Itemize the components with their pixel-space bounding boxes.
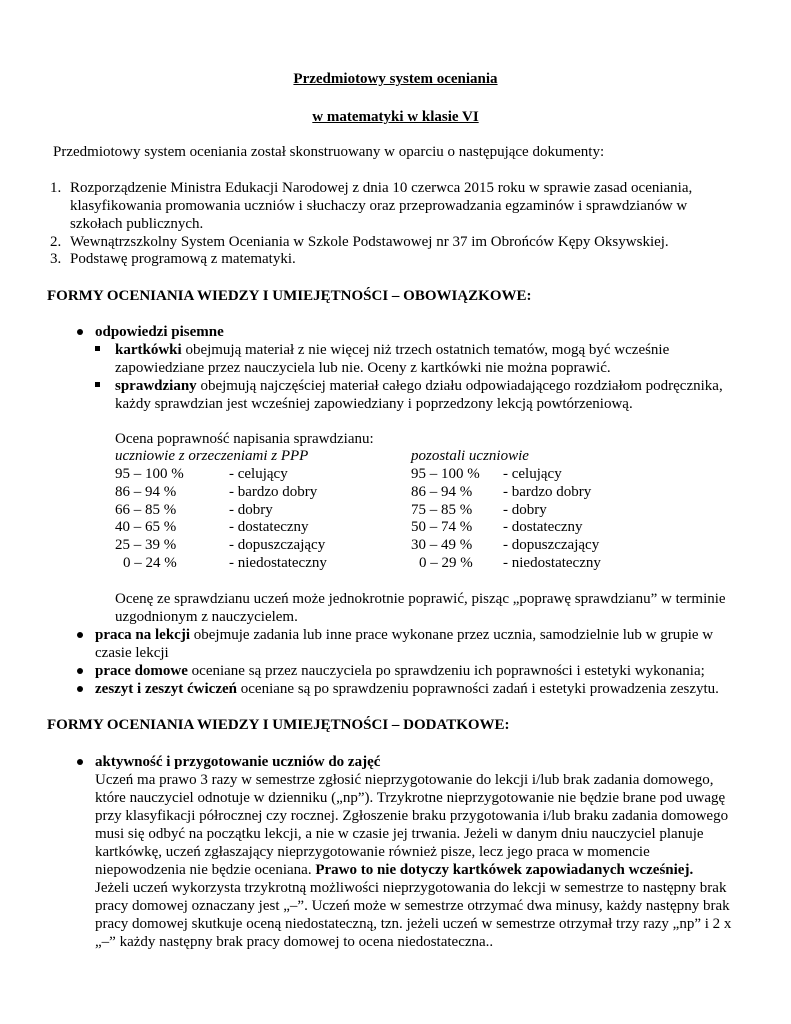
grade-name: - bardzo dobry <box>229 484 318 500</box>
notebook-line <box>95 680 719 698</box>
kartkowki-line1 <box>115 341 669 359</box>
activity-line: „–” każdy następny brak pracy domowej to ocena niedostateczna.. <box>95 934 494 950</box>
grade-range: 25 – 39 % <box>115 537 177 553</box>
grade-range: 86 – 94 % <box>115 484 177 500</box>
list-number: 2. <box>50 234 62 250</box>
grading-left-header: uczniowie z orzeczeniami z PPP <box>115 448 309 464</box>
activity-line <box>95 861 693 879</box>
sprawdziany-term: sprawdziany <box>115 378 197 394</box>
grade-name: - niedostateczny <box>229 555 327 571</box>
bullet-icon <box>77 759 83 765</box>
sprawdziany-line2: każdy sprawdzian jest wcześniej zapowiedziany i poprzedzony lekcją powtórzeniową. <box>115 396 633 412</box>
retake-line2: uzgodnionym z nauczycielem. <box>115 609 298 625</box>
grade-name: - dobry <box>229 502 273 518</box>
activity-line: przy klasyfikacji półrocznej czy rocznej. Zgłoszenie braku przygotowania i/lub braku zadania domowego <box>95 808 729 824</box>
activity-line: Jeżeli uczeń wykorzysta trzykrotną możliwości nieprzygotowania do lekcji w semestrze to następny brak <box>95 880 727 896</box>
bullet-icon <box>77 632 83 638</box>
activity-line: pracy domowej oznaczany jest „–”. Uczeń może w semestrze otrzymać dwa minusy, każdy następny brak <box>95 898 730 914</box>
kartkowki-term: kartkówki <box>115 342 182 358</box>
activity-label: aktywność i przygotowanie uczniów do zajęć <box>95 754 381 770</box>
homework-text: oceniane są przez nauczyciela po sprawdzeniu ich poprawności i estetyki wykonania; <box>187 663 705 679</box>
list-number: 3. <box>50 251 62 267</box>
grade-range: 86 – 94 % <box>411 484 473 500</box>
grade-range: 66 – 85 % <box>115 502 177 518</box>
grade-name: - dopuszczający <box>503 537 600 553</box>
document-subtitle: w matematyki w klasie VI <box>312 109 479 125</box>
grade-name: - bardzo dobry <box>503 484 592 500</box>
intro-paragraph: Przedmiotowy system oceniania został skonstruowany w oparciu o następujące dokumenty: <box>53 144 605 160</box>
square-bullet-icon <box>95 382 100 387</box>
lesson-work-term: praca na lekcji <box>95 627 190 643</box>
document-title: Przedmiotowy system oceniania <box>293 71 498 87</box>
grade-range: 75 – 85 % <box>411 502 473 518</box>
activity-line: które nauczyciel odnotuje w dzienniku („np”). Trzykrotne nieprzygotowanie nie będzie brane pod uwagę <box>95 790 726 806</box>
grade-name: - celujący <box>229 466 288 482</box>
bullet-icon <box>77 686 83 692</box>
grade-range: 95 – 100 % <box>115 466 184 482</box>
grading-right-header: pozostali uczniowie <box>411 448 529 464</box>
sprawdziany-line1 <box>115 377 723 395</box>
lesson-work-text: obejmuje zadania lub inne prace wykonane przez ucznia, samodzielnie lub w grupie w <box>190 627 714 643</box>
list-item-text: klasyfikowania promowania uczniów i słuchaczy oraz przeprowadzania egzaminów i sprawdzianów w <box>70 198 688 214</box>
activity-line-text: niepowodzenia nie będzie oceniana. <box>95 862 316 878</box>
activity-line: kartkówkę, uczeń zgłaszający nieprzygotowanie również pisze, lecz jego praca w momencie <box>95 844 650 860</box>
activity-line: pracy domowej skutkuje oceną niedostateczną, tzn. jeżeli uczeń w semestrze otrzymał trzy razy „np” i 2 x <box>95 916 732 932</box>
grade-range: 30 – 49 % <box>411 537 473 553</box>
section-heading-mandatory: FORMY OCENIANIA WIEDZY I UMIEJĘTNOŚCI – OBOWIĄZKOWE: <box>47 288 532 304</box>
list-item-text: Rozporządzenie Ministra Edukacji Narodowej z dnia 10 czerwca 2015 roku w sprawie zasad oceniania, <box>70 180 693 196</box>
grade-name: - dostateczny <box>229 519 309 535</box>
grading-intro: Ocena poprawność napisania sprawdzianu: <box>115 431 374 447</box>
kartkowki-text: obejmują materiał z nie więcej niż trzech ostatnich tematów, mogą być wcześnie <box>181 342 670 358</box>
bullet-icon <box>77 668 83 674</box>
bullet-icon <box>77 329 83 335</box>
activity-line: musi się odbyć na początku lekcji, a nie w czasie jej trwania. Jeżeli w danym dniu nauczyciel planuje <box>95 826 704 842</box>
list-item-text: Wewnątrzszkolny System Oceniania w Szkole Podstawowej nr 37 im Obrońców Kępy Oksywskiej. <box>70 234 669 250</box>
written-answers-label: odpowiedzi pisemne <box>95 324 224 340</box>
retake-line1: Ocenę ze sprawdzianu uczeń może jednokrotnie poprawić, pisząc „poprawę sprawdzianu” w terminie <box>115 591 726 607</box>
notebook-text: oceniane są po sprawdzeniu poprawności zadań i estetyki prowadzenia zeszytu. <box>237 681 719 697</box>
homework-term: prace domowe <box>95 663 188 679</box>
section-heading-additional: FORMY OCENIANIA WIEDZY I UMIEJĘTNOŚCI – DODATKOWE: <box>47 717 510 733</box>
grade-range: 50 – 74 % <box>411 519 473 535</box>
grade-name: - niedostateczny <box>503 555 601 571</box>
activity-line: Uczeń ma prawo 3 razy w semestrze zgłosić nieprzygotowanie do lekcji i/lub brak zadania domowego, <box>95 772 714 788</box>
grade-name: - celujący <box>503 466 562 482</box>
lesson-work-line2: czasie lekcji <box>95 645 169 661</box>
list-item-text: szkołach publicznych. <box>70 216 204 232</box>
list-number: 1. <box>50 180 62 196</box>
list-item-text: Podstawę programową z matematyki. <box>70 251 296 267</box>
kartkowki-line2: zapowiedziane przez nauczyciela lub nie. Oceny z kartkówki nie można poprawić. <box>115 360 611 376</box>
sprawdziany-text: obejmują najczęściej materiał całego działu odpowiadającego rozdziałom podręcznika, <box>196 378 723 394</box>
grade-name: - dostateczny <box>503 519 583 535</box>
lesson-work-line1 <box>95 626 713 644</box>
square-bullet-icon <box>95 346 100 351</box>
homework-line <box>95 662 705 680</box>
grade-name: - dobry <box>503 502 547 518</box>
grade-name: - dopuszczający <box>229 537 326 553</box>
grade-range: 95 – 100 % <box>411 466 480 482</box>
grade-range: 0 – 24 % <box>123 555 177 571</box>
grade-range: 0 – 29 % <box>419 555 473 571</box>
activity-emphasis: Prawo to nie dotyczy kartkówek zapowiadanych wcześniej. <box>315 862 694 878</box>
grade-range: 40 – 65 % <box>115 519 177 535</box>
notebook-term: zeszyt i zeszyt ćwiczeń <box>95 681 238 697</box>
